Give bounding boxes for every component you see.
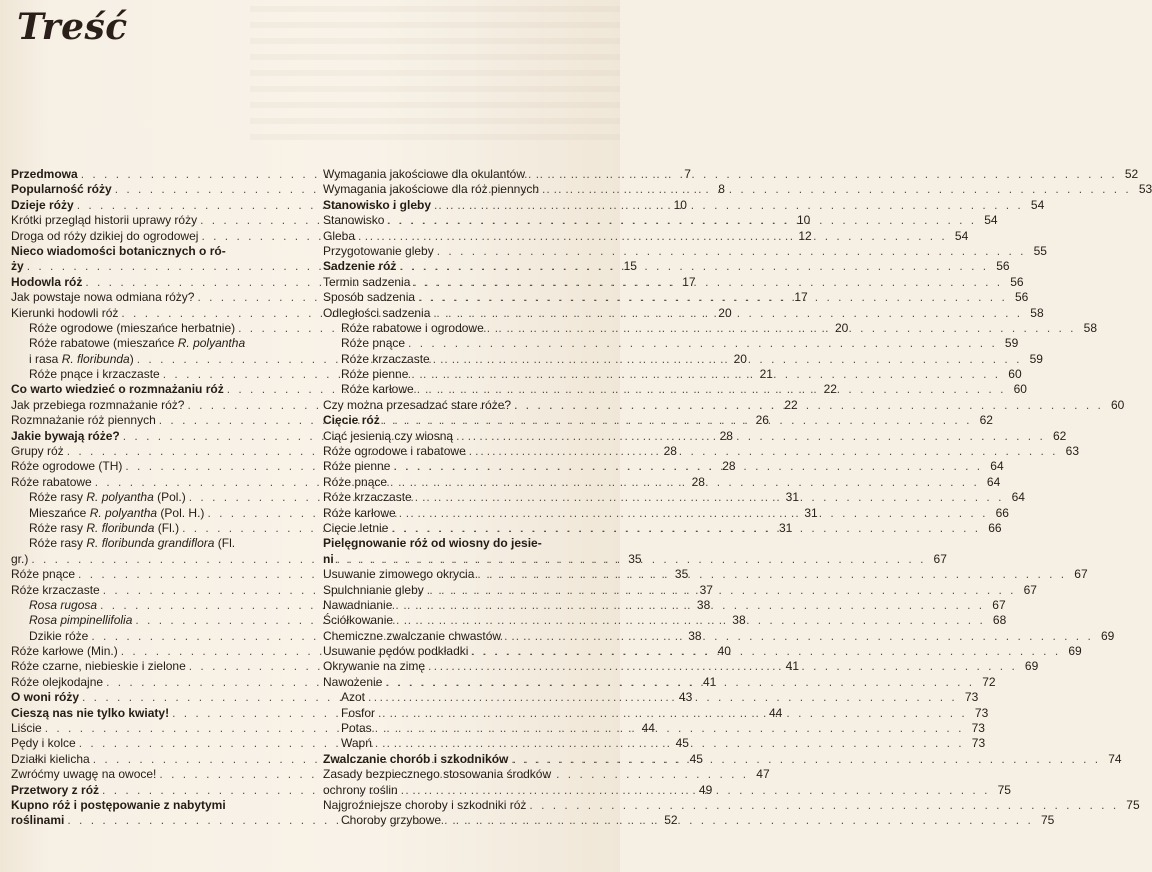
dot-leader	[514, 398, 1103, 413]
toc-entry-page-number: 75	[1040, 813, 1055, 828]
toc-entry-page-number: 62	[1052, 428, 1067, 443]
toc-entry-title: Stanowisko i gleby	[323, 197, 432, 212]
toc-entry-page-number: 44	[768, 705, 783, 720]
toc-entry-title: Róże rabatowe (mieszańce R. polyantha	[29, 336, 246, 351]
toc-entry-continued[interactable]	[11, 798, 303, 813]
toc-entry-page-number: 54	[954, 228, 969, 243]
dot-leader	[401, 783, 990, 798]
toc-entry-page-number: 63	[1065, 444, 1079, 459]
dot-leader	[487, 321, 1076, 336]
toc-entry-title: Droga od róży dzikiej do ogrodowej	[11, 228, 199, 243]
dot-leader	[504, 629, 1093, 644]
dot-leader	[385, 675, 974, 690]
toc-entry-page-number: 52	[664, 813, 678, 828]
toc-entry-title: Mieszańce R. polyantha (Pol. H.)	[29, 505, 205, 520]
toc-entry-page-number: 41	[702, 674, 717, 689]
toc-entry-continued[interactable]	[323, 767, 613, 782]
dot-leader	[415, 490, 1004, 505]
toc-entry-continued[interactable]	[11, 536, 303, 551]
toc-entry-page-number: 55	[1033, 243, 1047, 258]
toc-entry-title: Rosa rugosa	[29, 597, 98, 612]
toc-entry-title: Róże ogrodowe (mieszańce herbatnie)	[29, 320, 236, 335]
toc-entry-title: Cieszą nas nie tylko kwiaty!	[11, 705, 170, 720]
toc-entry[interactable]	[323, 182, 1152, 197]
toc-entry-title: Usuwanie zimowego okrycia	[323, 567, 475, 582]
toc-entry[interactable]	[323, 798, 1140, 813]
toc-entry-page-number: 10	[673, 197, 687, 212]
toc-entry-page-number: 74	[1108, 751, 1122, 766]
toc-entry-title: Azot	[341, 690, 366, 705]
toc-entry-title: Termin sadzenia	[323, 274, 411, 289]
toc-entry-title: Nawożenie	[323, 674, 383, 689]
dot-leader	[433, 352, 1022, 367]
toc-entry-page-number: 45	[689, 751, 703, 766]
dot-leader	[411, 367, 1000, 382]
toc-entry-title: ży	[11, 259, 24, 274]
toc-entry-page-number: 56	[1014, 290, 1029, 305]
dot-leader	[375, 736, 964, 751]
dot-leader	[393, 459, 982, 474]
dot-leader	[433, 306, 1022, 321]
toc-entry-page-number: 64	[1011, 490, 1025, 505]
toc-entry-title: Ciąć jesienią czy wiosną	[323, 428, 454, 443]
dot-leader	[529, 798, 1118, 813]
toc-entry-page-number: 58	[1030, 305, 1044, 320]
toc-entry-title: Kierunki hodowli róż	[11, 305, 119, 320]
dot-leader	[469, 444, 1058, 459]
toc-entry-page-number: 31	[785, 490, 799, 505]
toc-entry-title: roślinami	[11, 813, 65, 828]
toc-entry-title: Zwróćmy uwagę na owoce!	[11, 767, 157, 782]
toc-entry-title: Róże rasy R. floribunda grandiflora (Fl.	[29, 536, 236, 551]
toc-entry-page-number: 28	[691, 474, 705, 489]
dot-leader	[471, 644, 1060, 659]
dot-leader	[387, 213, 976, 228]
toc-entry-page-number: 60	[1013, 382, 1027, 397]
dot-leader	[378, 706, 967, 721]
toc-entry-page-number: 20	[834, 320, 849, 335]
toc-entry-page-number: 54	[1030, 197, 1045, 212]
toc-entry-title: Usuwanie pędów podkładki	[323, 644, 469, 659]
toc-entry-title: Róże ogrodowe i rabatowe	[323, 444, 466, 459]
toc-entry-title: Sadzenie róż	[323, 259, 397, 274]
dot-leader	[417, 382, 1006, 397]
toc-entry-title: O woni róży	[11, 690, 80, 705]
toc-entry-title: Spulchnianie gleby	[323, 582, 424, 597]
toc-entry-page-number: 69	[1068, 644, 1082, 659]
dot-leader	[383, 413, 972, 428]
toc-entry-page-number: 73	[974, 705, 989, 720]
toc-entry-title: Jak powstaje nowa odmiana róży?	[11, 290, 195, 305]
toc-entry-page-number: 43	[678, 690, 693, 705]
toc-entry-title: Róże pnące i krzaczaste	[29, 367, 160, 382]
toc-entry-page-number: 60	[1008, 367, 1022, 382]
toc-entry-page-number: 41	[785, 659, 799, 674]
toc-entry-page-number: 31	[778, 520, 793, 535]
toc-entry-title: Przygotowanie gleby	[323, 243, 434, 258]
toc-entry-title: Nawadnianie	[323, 597, 393, 612]
toc-entry-continued[interactable]	[11, 244, 303, 259]
toc-entry-page-number: 67	[1074, 567, 1088, 582]
toc-entry-page-number: 40	[717, 644, 731, 659]
toc-entry-continued[interactable]	[323, 536, 613, 551]
dot-leader	[391, 521, 980, 536]
toc-entry-title: Nieco wiadomości botanicznych o ró-	[11, 243, 226, 258]
toc-entry-page-number: 56	[996, 259, 1010, 274]
toc-entry-page-number: 72	[982, 674, 996, 689]
toc-entry-page-number: 67	[992, 597, 1006, 612]
toc-entry-page-number: 54	[984, 213, 998, 228]
toc-entry-title: Róże krzaczaste	[11, 582, 100, 597]
toc-entry-title: Jak przebiega rozmnażanie róż?	[11, 397, 185, 412]
toc-entry-page-number: 47	[756, 767, 770, 782]
toc-entry-title: Przetwory z róż	[11, 782, 100, 797]
toc-entry-title: Liście	[11, 721, 42, 736]
show-through-text	[250, 6, 620, 146]
dot-leader	[477, 567, 1066, 582]
toc-entry-page-number: 66	[988, 520, 1002, 535]
toc-entry-title: Rosa pimpinellifolia	[29, 613, 133, 628]
toc-entry-page-number: 28	[663, 444, 677, 459]
toc-entry-title: Wapń	[341, 736, 372, 751]
toc-entry-title: Wymagania jakościowe dla okulantów	[323, 166, 525, 181]
toc-entry-page-number: 35	[674, 567, 689, 582]
toc-entry-title: gr.)	[11, 551, 29, 566]
dot-leader	[375, 721, 964, 736]
toc-entry-title: Zwalczanie chorób i szkodników	[323, 751, 509, 766]
toc-entry-title: Zasady bezpiecznego stosowania środków	[323, 767, 552, 782]
toc-entry-page-number: 44	[641, 721, 655, 736]
dot-leader	[395, 598, 984, 613]
dot-leader	[396, 613, 985, 628]
dot-leader	[528, 167, 1117, 182]
dot-leader	[444, 813, 1033, 828]
toc-entry-page-number: 73	[964, 690, 979, 705]
toc-entry-title: Róże pnące	[323, 474, 388, 489]
toc-entry-continued[interactable]	[11, 336, 303, 351]
toc-entry-title: Róże karłowe	[323, 505, 396, 520]
toc-entry-title: Dzikie róże	[29, 628, 89, 643]
toc-entry-page-number: 68	[992, 613, 1007, 628]
dot-leader	[408, 336, 997, 351]
toc-entry-title: Potas	[341, 721, 372, 736]
dot-leader	[511, 752, 1100, 767]
toc-entry-page-number: 62	[979, 413, 993, 428]
dot-leader	[428, 659, 1017, 674]
dot-leader	[437, 244, 1026, 259]
toc-entry-page-number: 59	[1004, 336, 1019, 351]
toc-entry-page-number: 75	[1126, 798, 1140, 812]
toc-entry-title: Najgroźniejsze choroby i szkodniki róż	[323, 798, 527, 812]
toc-entry-page-number: 58	[1083, 320, 1097, 335]
toc-entry-page-number: 38	[688, 628, 702, 643]
toc-entry-page-number: 15	[623, 259, 637, 274]
toc-entry-title: Popularność róży	[11, 182, 112, 197]
dot-leader	[542, 182, 1131, 197]
toc-entry-title: Grupy róż	[11, 444, 64, 459]
toc-entry-title: i rasa R. floribunda)	[29, 351, 134, 366]
toc-entry-title: Fosfor	[341, 705, 376, 720]
toc-entry-page-number: 37	[699, 582, 713, 597]
toc-entry-title: Róże rabatowe i ogrodowe	[341, 320, 484, 335]
toc-entry-page-number: 64	[990, 459, 1004, 474]
toc-entry-title: Wymagania jakościowe dla róż piennych	[323, 182, 539, 197]
toc-entry-page-number: 45	[675, 736, 689, 751]
toc-entry-title: Chemiczne zwalczanie chwastów	[323, 628, 502, 643]
toc-entry-title: Róże czarne, niebieskie i zielone	[11, 659, 186, 674]
toc-entry-title: Rozmnażanie róż piennych	[11, 413, 156, 428]
toc-entry-title: Sposób sadzenia	[323, 290, 416, 305]
toc-entry-page-number: 73	[971, 721, 985, 736]
toc-entry-page-number: 53	[1138, 182, 1152, 197]
toc-entry-title: Gleba	[323, 228, 356, 243]
toc-entry-title: Róże pnące	[341, 336, 406, 351]
dot-leader	[434, 198, 1023, 213]
toc-entry-title: Róże krzaczaste	[341, 351, 430, 366]
toc-entry-title: Pielęgnowanie róż od wiosny do jesie-	[323, 536, 542, 551]
toc-entry-page-number: 59	[1029, 351, 1043, 366]
toc-entry-page-number: 52	[1124, 166, 1139, 181]
toc-entry-title: Róże rasy R. polyantha (Pol.)	[29, 490, 186, 505]
toc-entry-title: Kupno róż i postępowanie z nabytymi	[11, 798, 226, 813]
toc-entry[interactable]	[323, 166, 1139, 182]
toc-entry-page-number: 28	[719, 428, 733, 443]
toc-entry-title: Róże karłowe (Min.)	[11, 644, 118, 659]
toc-entry-title: Róże karłowe	[341, 382, 414, 397]
toc-entry-title: Pędy i kolce	[11, 736, 76, 751]
toc-entry-page-number: 8	[718, 182, 725, 197]
toc-entry-page-number: 17	[682, 274, 696, 289]
toc-entry-page-number: 67	[1023, 582, 1037, 597]
dot-leader	[368, 690, 957, 705]
toc-entry-title: Róże olejkodajne	[11, 674, 104, 689]
toc-entry-page-number: 73	[971, 736, 986, 751]
toc-entry-title: Róże krzaczaste	[323, 490, 412, 505]
toc-entry-title: Okrywanie na zimę	[323, 659, 426, 674]
dot-leader	[399, 259, 988, 274]
toc-entry-page-number: 67	[933, 551, 947, 566]
page-title: Treść	[17, 6, 128, 48]
toc-entry-title: Róże rabatowe	[11, 474, 92, 489]
toc-entry-title: Róże pienne	[323, 459, 391, 474]
toc-entry-page-number: 69	[1024, 659, 1039, 674]
toc-entry-page-number: 38	[696, 597, 711, 612]
toc-entry[interactable]	[323, 336, 1019, 351]
toc-entry-page-number: 10	[796, 213, 811, 228]
toc-entry-title: Hodowla róż	[11, 274, 83, 289]
toc-entry-title: Dzieje róży	[11, 197, 74, 212]
toc-entry-title: Krótki przegląd historii uprawy róży	[11, 213, 198, 228]
dot-leader	[456, 429, 1045, 444]
toc-entry-title: Róże rasy R. floribunda (Fl.)	[29, 520, 180, 535]
toc-entry-page-number: 69	[1100, 628, 1115, 643]
toc-entry-page-number: 28	[722, 459, 736, 474]
toc-entry-title: ochrony roślin	[323, 782, 398, 797]
dot-leader	[390, 475, 979, 490]
toc-entry-page-number: 66	[995, 505, 1009, 520]
toc-entry-title: Czy można przesadzać stare róże?	[323, 397, 512, 412]
toc-entry-page-number: 12	[798, 228, 812, 243]
toc-entry[interactable]	[323, 243, 1047, 259]
toc-entry-page-number: 22	[784, 397, 798, 412]
toc-entry-page-number: 38	[732, 613, 746, 628]
toc-entry-title: Choroby grzybowe	[341, 813, 442, 828]
toc-entry-page-number: 20	[718, 305, 732, 320]
toc-entry-title: Róże ogrodowe (TH)	[11, 459, 123, 474]
dot-leader	[427, 583, 1016, 598]
toc-entry-title: Ściółkowanie	[323, 613, 394, 628]
toc-entry-title: Róże pienne	[341, 367, 409, 382]
toc-entry-page-number: 31	[804, 505, 818, 520]
toc-entry-page-number: 56	[1010, 274, 1024, 289]
toc-entry-page-number: 64	[986, 474, 1001, 489]
toc-entry-page-number: 17	[794, 290, 808, 305]
toc-entry-page-number: 26	[755, 413, 769, 428]
toc-entry-title: Róże pnące	[11, 567, 76, 582]
toc-entry-page-number: 60	[1110, 397, 1125, 412]
dot-leader	[337, 552, 926, 567]
dot-leader	[358, 229, 947, 244]
toc-entry-title: Stanowisko	[323, 213, 385, 228]
dot-leader	[418, 290, 1007, 305]
toc-entry-page-number: 49	[698, 782, 713, 797]
toc-entry-title: Cięcie letnie	[323, 520, 389, 535]
dot-leader	[413, 275, 1002, 290]
toc-entry-page-number: 7	[684, 166, 691, 181]
toc-entry-page-number: 75	[997, 782, 1011, 797]
toc-entry-page-number: 21	[759, 367, 773, 382]
toc-entry-page-number: 20	[733, 351, 747, 366]
toc-entry-page-number: 35	[628, 551, 642, 566]
toc-entry-page-number: 22	[823, 382, 837, 397]
toc-entry-title: Jakie bywają róże?	[11, 428, 120, 443]
dot-leader	[399, 506, 988, 521]
toc-entry-title: ni	[323, 551, 334, 566]
toc-entry-title: Działki kielicha	[11, 751, 90, 766]
toc-entry-title: Co warto wiedzieć o rozmnażaniu róż	[11, 382, 224, 397]
toc-entry-title: Cięcie róż	[323, 413, 380, 428]
toc-entry-title: Odległości sadzenia	[323, 305, 431, 320]
toc-entry-title: Przedmowa	[11, 166, 78, 181]
